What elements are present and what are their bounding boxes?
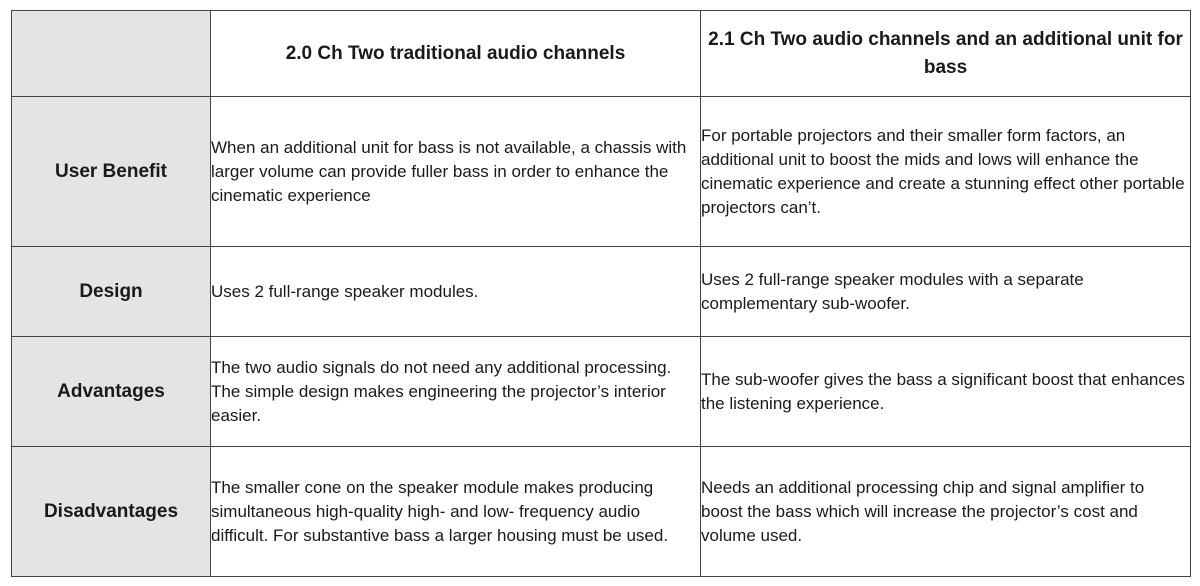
row-label-disadvantages: Disadvantages: [12, 447, 211, 577]
table-cell: For portable projectors and their smaller form factors, an additional unit to boost the mids and lows will enhance the cinematic experience and create a stunning effect other portable projectors can’t.: [701, 97, 1191, 247]
corner-cell: [12, 11, 211, 97]
table-cell: Needs an additional processing chip and signal amplifier to boost the bass which will increase the projector’s cost and volume used.: [701, 447, 1191, 577]
table-row: [12, 447, 1191, 577]
row-label-advantages: Advantages: [12, 337, 211, 447]
comparison-table: [11, 10, 1191, 577]
table-cell: Uses 2 full-range speaker modules.: [211, 247, 701, 337]
table-cell: When an additional unit for bass is not available, a chassis with larger volume can provide fuller bass in order to enhance the cinematic experience: [211, 97, 701, 247]
table-row: [12, 337, 1191, 447]
header-row: [12, 11, 1191, 97]
table-cell: The sub-woofer gives the bass a significant boost that enhances the listening experience.: [701, 337, 1191, 447]
table-row: [12, 247, 1191, 337]
column-header-2ch: 2.0 Ch Two traditional audio channels: [211, 11, 701, 97]
table-row: [12, 97, 1191, 247]
row-label-user-benefit: User Benefit: [12, 97, 211, 247]
column-header-2-1ch: 2.1 Ch Two audio channels and an additional unit for bass: [701, 11, 1191, 97]
table-cell: Uses 2 full-range speaker modules with a separate complementary sub-woofer.: [701, 247, 1191, 337]
row-label-design: Design: [12, 247, 211, 337]
table-cell: The smaller cone on the speaker module makes producing simultaneous high-quality high- and low- frequency audio difficult. For substantive bass a larger housing must be used.: [211, 447, 701, 577]
table-cell: The two audio signals do not need any additional processing. The simple design makes engineering the projector’s interior easier.: [211, 337, 701, 447]
